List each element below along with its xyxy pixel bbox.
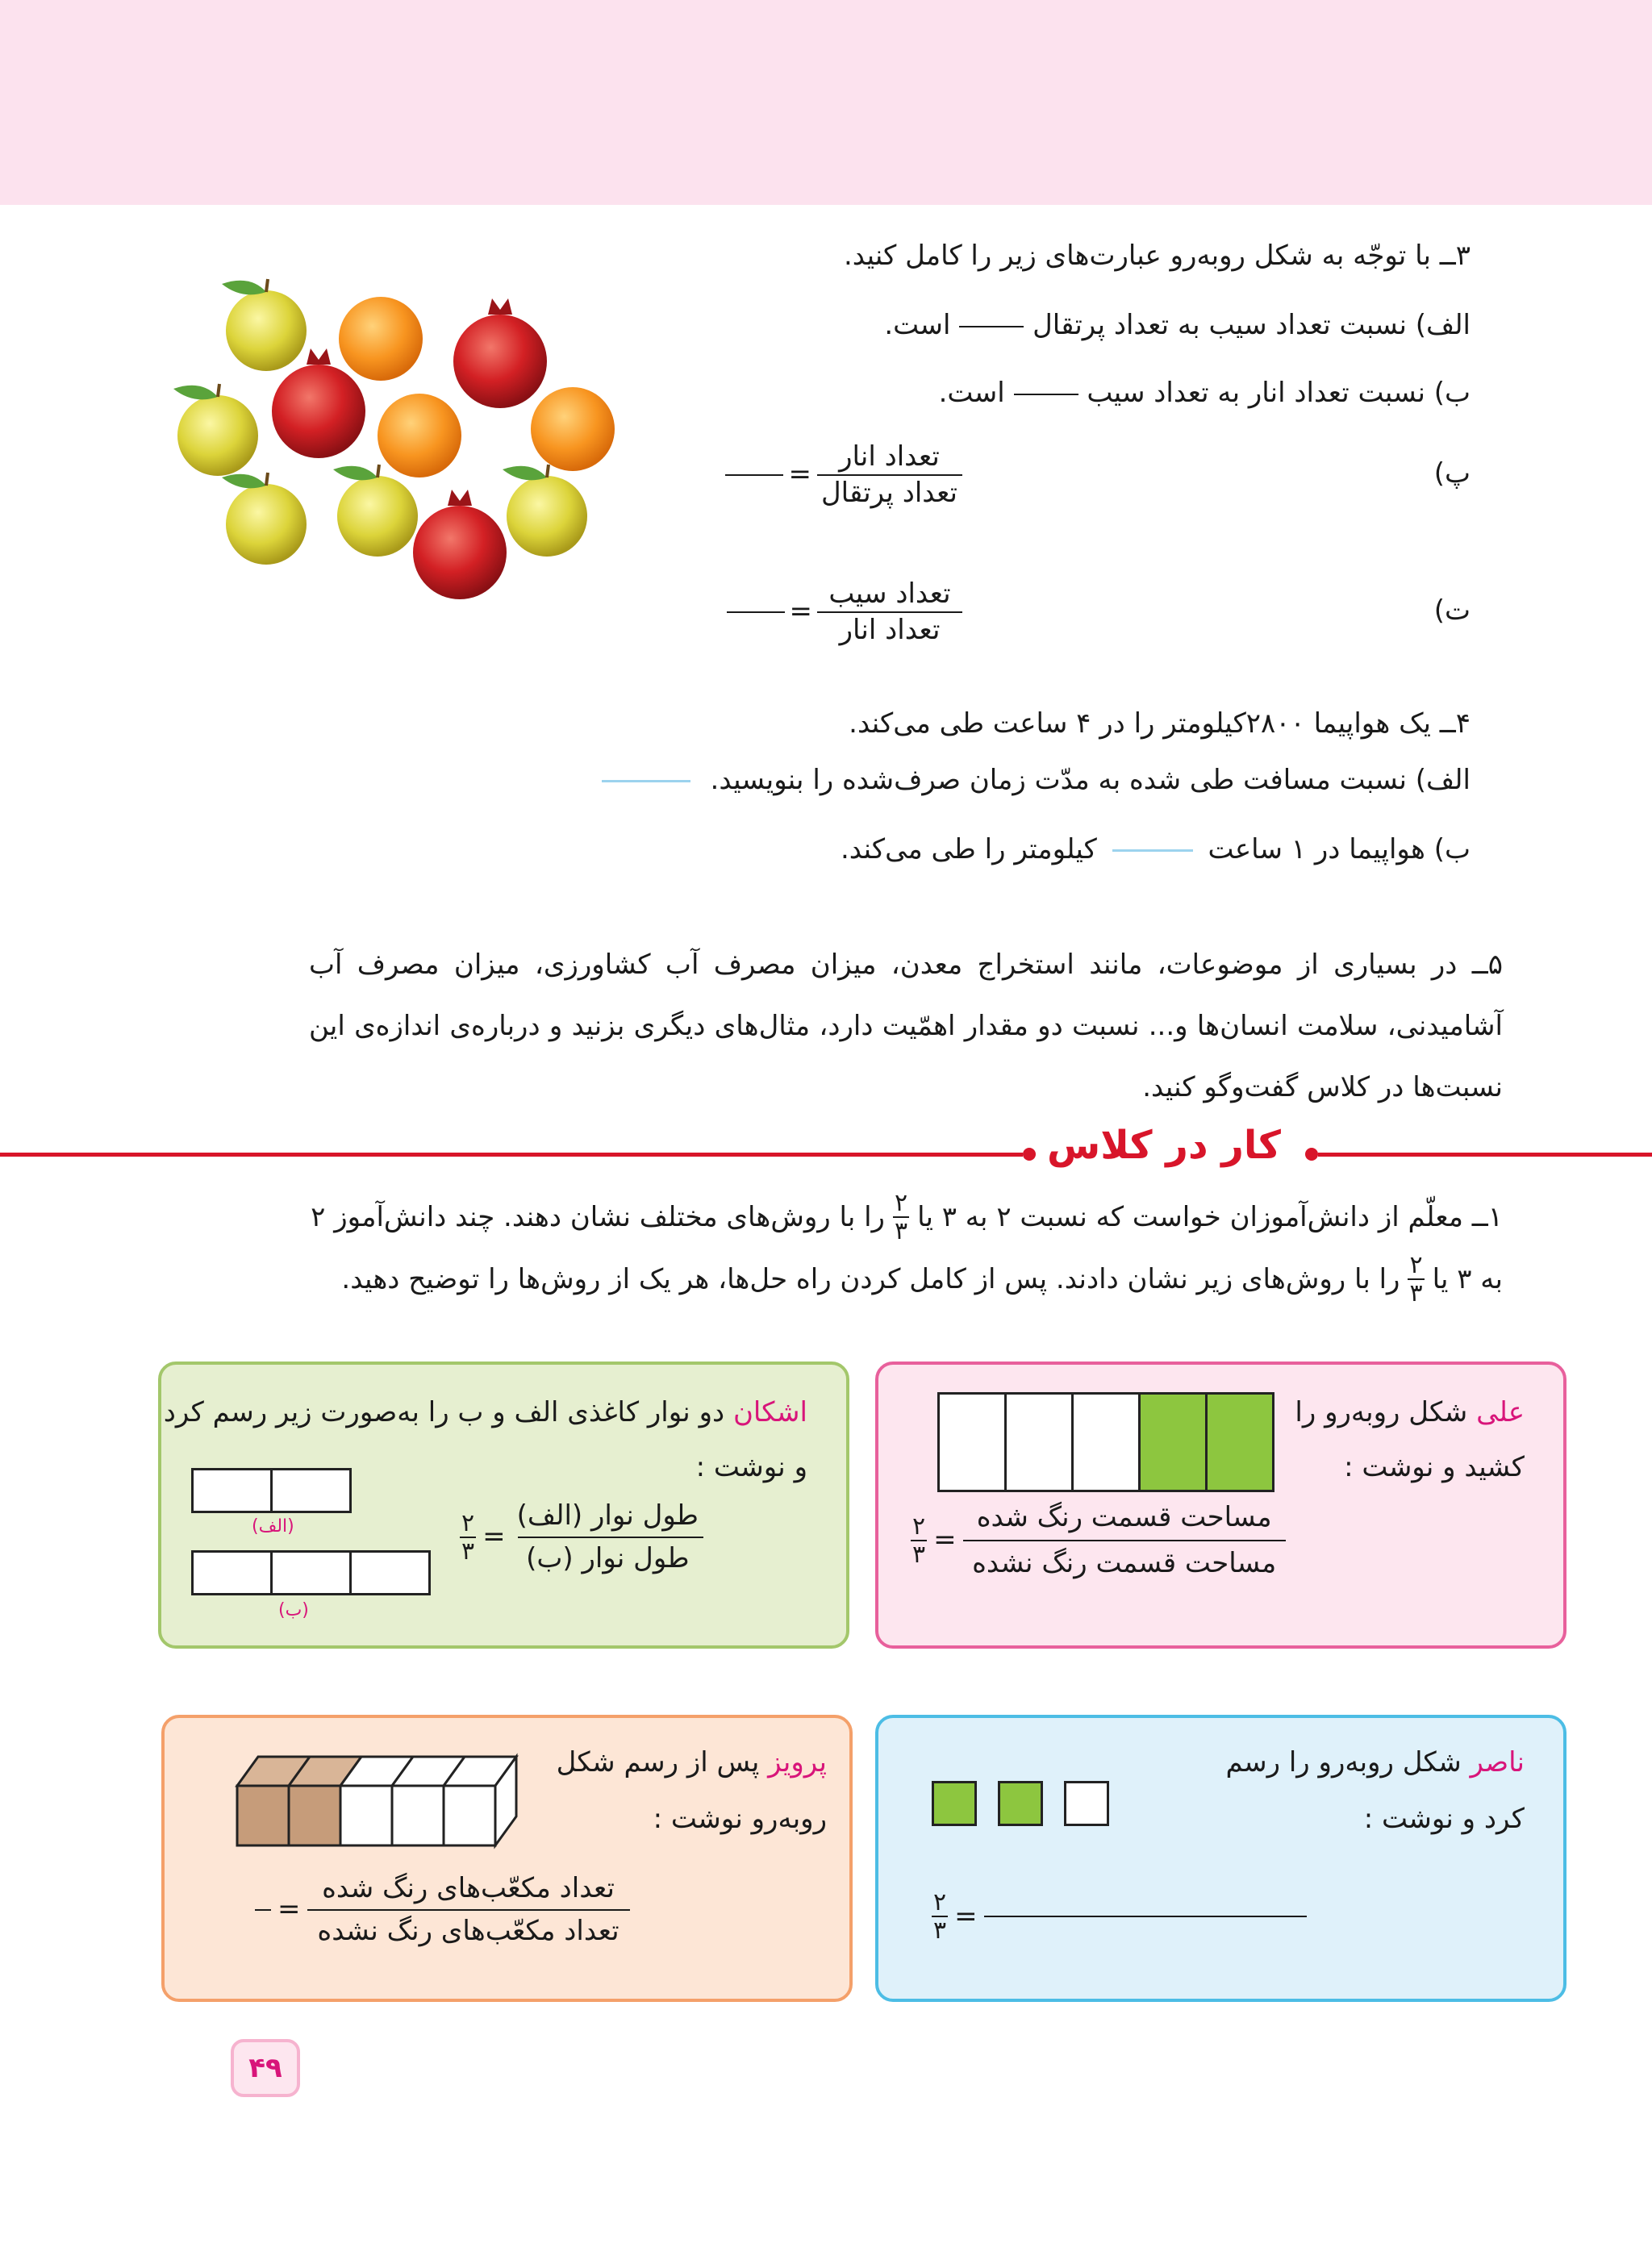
ashkan-strip-a bbox=[194, 1468, 352, 1513]
parviz-text: پس از رسم شکل bbox=[556, 1746, 760, 1779]
equals-sign: = bbox=[788, 458, 811, 490]
q3-p-fraction bbox=[816, 440, 962, 510]
section-title: کار در کلاس bbox=[1047, 1123, 1281, 1168]
strip-cell bbox=[349, 1550, 431, 1595]
pomegranate-icon bbox=[413, 490, 507, 599]
class1-line2 bbox=[341, 1252, 1503, 1307]
card-parviz bbox=[161, 1715, 853, 2002]
q3-t-blank[interactable] bbox=[727, 611, 785, 613]
orange-icon bbox=[531, 387, 615, 471]
naser-name: ناصر bbox=[1470, 1746, 1525, 1779]
q3-p-equation bbox=[725, 440, 962, 510]
q3-t-denominator: تعداد انار bbox=[839, 613, 941, 646]
parviz-denominator: تعداد مکعّب‌های رنگ نشده bbox=[317, 1914, 620, 1947]
ali-bar-cell bbox=[1004, 1392, 1074, 1492]
ali-name: علی bbox=[1476, 1396, 1525, 1428]
q3-p-blank[interactable] bbox=[725, 474, 783, 476]
parviz-ratio-fraction bbox=[307, 1871, 630, 1948]
section-line-left bbox=[0, 1153, 1023, 1157]
ali-equation bbox=[911, 1500, 1286, 1580]
ashkan-text: دو نوار کاغذی الف و ب را به‌صورت زیر رسم کرد bbox=[163, 1396, 725, 1428]
fraction-numerator: ۲ bbox=[912, 1512, 926, 1541]
ashkan-denominator: طول نوار (ب) bbox=[526, 1541, 690, 1574]
q5-text: ۵ــ در بسیاری از موضوعات، مانند استخراج معدن، میزان مصرف آب کشاورزی، میزان مصرف آب آشامیدنی، سلامت انسان‌ها و... نسبت دو مقدار اهمّیت دارد، مثال‌های دیگری بزنید و درباره‌ی اندازه‌ی این نسبت‌ها در کلاس گفت‌وگو کنید. bbox=[309, 949, 1503, 1103]
apple-icon bbox=[503, 465, 587, 557]
ashkan-two-thirds bbox=[460, 1510, 476, 1565]
ashkan-ratio-fraction bbox=[512, 1499, 703, 1575]
ashkan-equation bbox=[460, 1499, 703, 1575]
q3-a-after: است. bbox=[884, 309, 951, 341]
q3-t-label: ت) bbox=[1433, 594, 1471, 627]
strip-cell bbox=[270, 1468, 352, 1513]
naser-text: شکل روبه‌رو را رسم bbox=[1225, 1746, 1462, 1779]
q3-t-equation bbox=[727, 577, 963, 647]
header-band bbox=[0, 0, 1652, 205]
q4-a-blank[interactable] bbox=[602, 780, 690, 782]
fraction-numerator: ۲ bbox=[461, 1508, 475, 1537]
section-dot-left bbox=[1023, 1148, 1036, 1161]
ali-two-thirds bbox=[911, 1513, 927, 1568]
q4-title: ۴ــ یک هواپیما ۲۸۰۰کیلومتر را در ۴ ساعت طی می‌کند. bbox=[849, 707, 1471, 740]
q4-b-blank[interactable] bbox=[1112, 849, 1193, 852]
fraction-bar bbox=[307, 1909, 630, 1911]
ashkan-label-a: (الف) bbox=[252, 1516, 294, 1537]
q3-t-fraction bbox=[817, 577, 962, 647]
naser-text-1 bbox=[1226, 1742, 1525, 1783]
naser-square-shaded bbox=[932, 1781, 977, 1826]
ali-bar-cell-shaded bbox=[1138, 1392, 1208, 1492]
ashkan-label-b: (ب) bbox=[278, 1600, 309, 1620]
parviz-blank[interactable] bbox=[255, 1909, 271, 1911]
equals-sign: = bbox=[933, 1524, 957, 1556]
ali-denominator: مساحت قسمت رنگ نشده bbox=[972, 1546, 1277, 1579]
strip-cell bbox=[270, 1550, 352, 1595]
naser-square-shaded bbox=[998, 1781, 1043, 1826]
apple-icon bbox=[222, 279, 307, 371]
naser-square bbox=[1064, 1781, 1109, 1826]
q3-p-denominator: تعداد پرتقال bbox=[820, 476, 957, 509]
ali-numerator: مساحت قسمت رنگ شده bbox=[976, 1501, 1272, 1533]
naser-two-thirds bbox=[932, 1889, 948, 1944]
q3-t-numerator: تعداد سیب bbox=[828, 578, 951, 610]
equals-sign: = bbox=[482, 1520, 506, 1553]
q4-b-after: کیلومتر را طی می‌کند. bbox=[841, 833, 1097, 865]
q3-title: ۳ــ با توجّه به شکل روبه‌رو عبارت‌های زیر را کامل کنید. bbox=[843, 240, 1471, 272]
orange-icon bbox=[378, 394, 461, 477]
ali-bar-cell-shaded bbox=[1205, 1392, 1274, 1492]
parviz-equation bbox=[255, 1871, 630, 1948]
q4-b-text: ب) هواپیما در ۱ ساعت bbox=[1208, 833, 1471, 865]
fraction-numerator: ۲ bbox=[894, 1189, 908, 1217]
section-line-right bbox=[1318, 1153, 1652, 1157]
fraction-two-thirds bbox=[1408, 1252, 1424, 1307]
ashkan-name: اشکان bbox=[732, 1396, 807, 1428]
ali-bar-cell bbox=[1071, 1392, 1141, 1492]
class1-line1 bbox=[311, 1190, 1503, 1245]
apple-icon bbox=[222, 473, 307, 565]
strip-cell bbox=[191, 1468, 273, 1513]
equals-sign: = bbox=[789, 595, 812, 628]
fraction-numerator: ۲ bbox=[1409, 1251, 1423, 1279]
strip-cell bbox=[191, 1550, 273, 1595]
apple-icon bbox=[333, 465, 418, 557]
fraction-denominator: ۳ bbox=[1409, 1279, 1423, 1307]
ali-text-2: کشید و نوشت : bbox=[1344, 1451, 1525, 1483]
parviz-cubes bbox=[234, 1745, 524, 1850]
ashkan-text-2: و نوشت : bbox=[695, 1451, 807, 1483]
q3-part-b bbox=[939, 373, 1471, 414]
fruit-illustration bbox=[153, 274, 637, 629]
q3-part-a bbox=[884, 305, 1471, 346]
naser-text-2: کرد و نوشت : bbox=[1363, 1803, 1525, 1835]
fraction-numerator: ۲ bbox=[933, 1888, 947, 1916]
class1-part1: ۱ــ معلّم از دانش‌آموزان خواست که نسبت ۲ به ۳ یا bbox=[917, 1200, 1503, 1233]
ali-ratio-fraction bbox=[963, 1500, 1286, 1580]
card-ashkan bbox=[158, 1362, 849, 1649]
parviz-text-1 bbox=[557, 1742, 827, 1783]
equals-sign: = bbox=[954, 1899, 978, 1933]
fraction-denominator: ۳ bbox=[933, 1916, 947, 1945]
ali-text: شکل روبه‌رو را bbox=[1295, 1396, 1468, 1428]
fraction-denominator: ۳ bbox=[461, 1537, 475, 1566]
naser-blank[interactable] bbox=[984, 1916, 1307, 1917]
q4-part-b bbox=[841, 829, 1471, 870]
q3-b-after: است. bbox=[938, 377, 1005, 409]
parviz-text-2: روبه‌رو نوشت : bbox=[653, 1803, 827, 1835]
naser-equation bbox=[932, 1889, 1307, 1944]
fraction-denominator: ۳ bbox=[912, 1540, 926, 1569]
class1-part3: به ۳ یا bbox=[1432, 1262, 1503, 1295]
fraction-denominator: ۳ bbox=[894, 1217, 908, 1245]
q3-a-blank[interactable] bbox=[959, 326, 1024, 327]
ashkan-numerator: طول نوار (الف) bbox=[516, 1499, 699, 1532]
q4-a-text: الف) نسبت مسافت طی شده به مدّت زمان صرف‌شده را بنویسید. bbox=[710, 764, 1471, 796]
apple-icon bbox=[173, 384, 258, 476]
q3-b-blank[interactable] bbox=[1014, 394, 1078, 395]
page-number: ۴۹ bbox=[231, 2039, 300, 2097]
equals-sign: = bbox=[277, 1893, 301, 1925]
parviz-name: پرویز bbox=[768, 1746, 827, 1779]
class1-part4: را با روش‌های زیر نشان دادند. پس از کامل کردن راه حل‌ها، هر یک از روش‌ها را توضیح دهید. bbox=[341, 1262, 1400, 1295]
fraction-bar bbox=[518, 1537, 703, 1538]
card-naser bbox=[875, 1715, 1566, 2002]
q3-b-text: ب) نسبت تعداد انار به تعداد سیب bbox=[1087, 377, 1471, 409]
q3-p-numerator: تعداد انار bbox=[839, 440, 940, 473]
orange-icon bbox=[339, 297, 423, 381]
pomegranate-icon bbox=[453, 298, 547, 408]
q3-a-text: الف) نسبت تعداد سیب به تعداد پرتقال bbox=[1032, 309, 1471, 341]
ashkan-strip-b bbox=[194, 1550, 431, 1595]
q4-part-a bbox=[602, 760, 1471, 801]
ali-bar-model bbox=[940, 1392, 1274, 1492]
parviz-numerator: تعداد مکعّب‌های رنگ شده bbox=[322, 1872, 615, 1904]
ashkan-text-1 bbox=[164, 1392, 807, 1433]
section-dot-right bbox=[1305, 1148, 1318, 1161]
q3-p-label: پ) bbox=[1433, 457, 1471, 490]
fraction-two-thirds bbox=[893, 1190, 909, 1245]
cube bbox=[444, 1757, 516, 1845]
ali-bar-cell bbox=[937, 1392, 1007, 1492]
card-ali bbox=[875, 1362, 1566, 1649]
ali-text-1 bbox=[1295, 1392, 1525, 1433]
fraction-bar bbox=[963, 1540, 1286, 1541]
class1-part2: را با روش‌های مختلف نشان دهند. چند دانش‌آموز ۲ bbox=[311, 1200, 885, 1233]
